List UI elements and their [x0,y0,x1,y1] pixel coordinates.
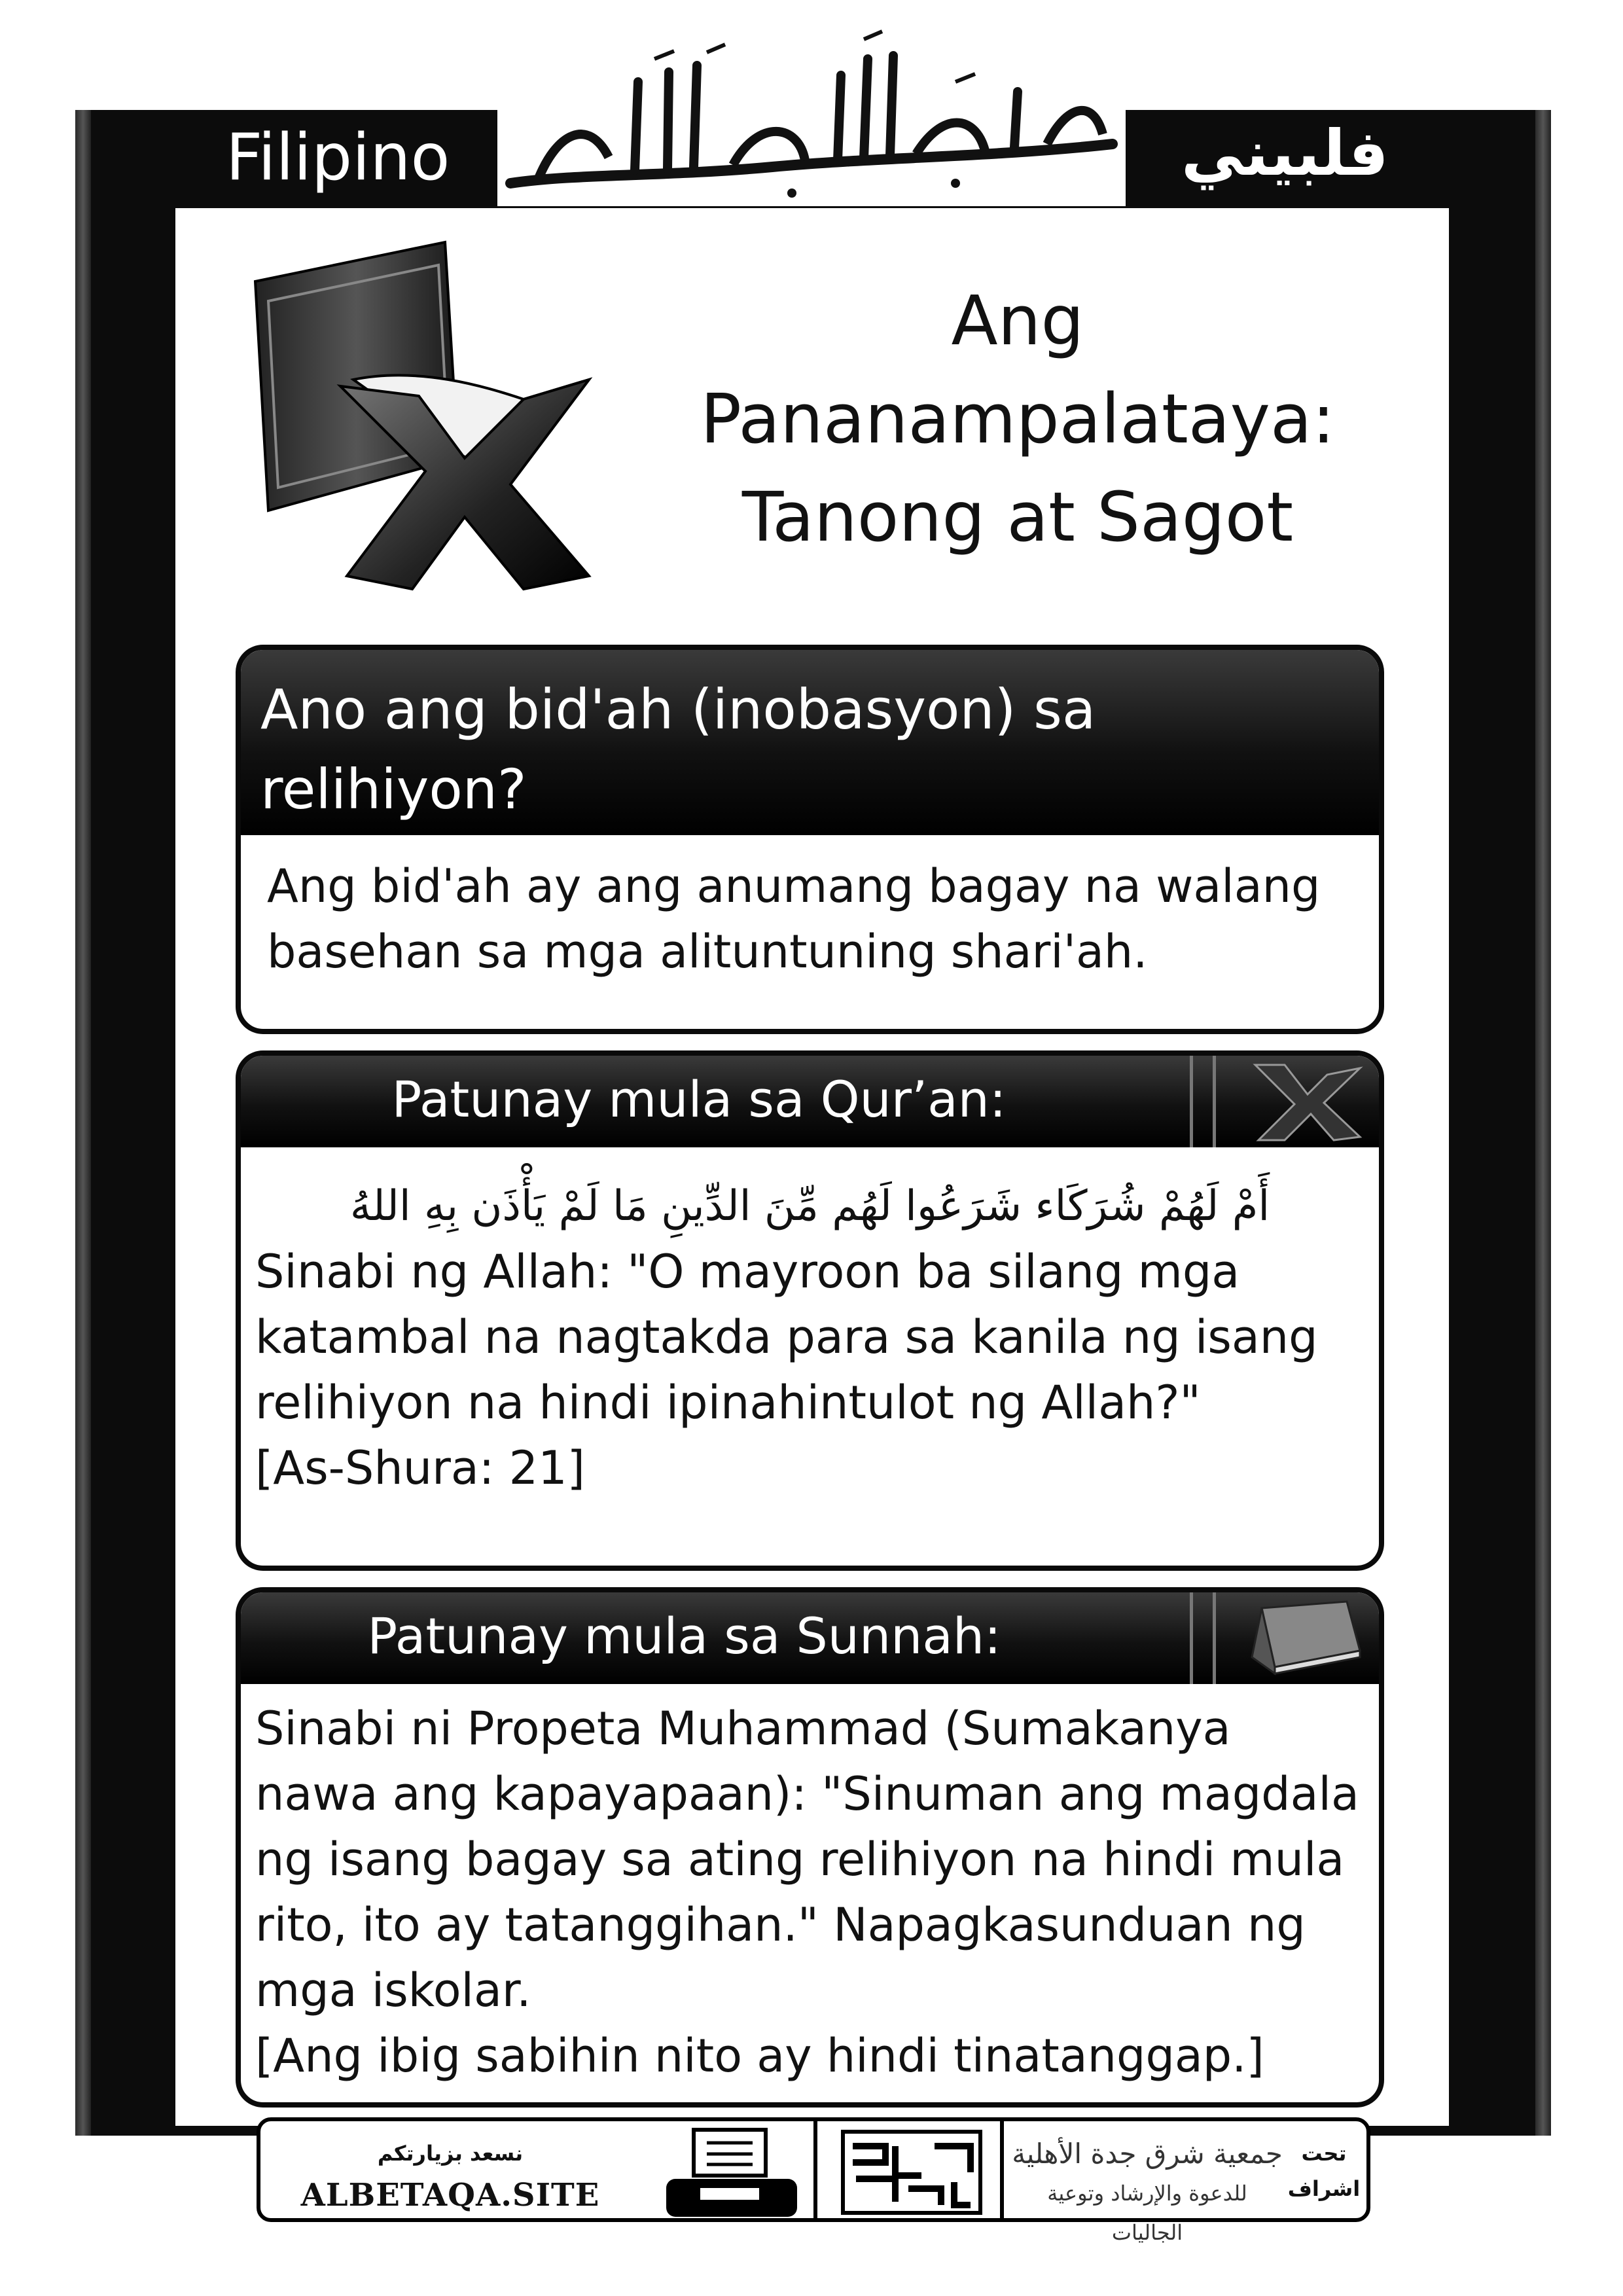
question-heading: Ano ang bid'ah (inobasyon) sa relihiyon? [241,650,1379,835]
language-label-filipino: Filipino [226,120,450,195]
quran-card-header [241,1056,1379,1147]
page-title [648,272,1387,566]
sunnah-evidence-card [236,1587,1384,2108]
header-divider [1190,1056,1216,1147]
header-divider [1190,1592,1216,1684]
dawa-logo [836,2126,987,2218]
supervision-line-2: اشراف [1287,2176,1361,2201]
hadith-text: Sinabi ni Propeta Muhammad (Sumakanya nawa ang kapayapaan): "Sinuman ang magdala ng isang bagay sa ating relihiyon na hindi mula rito, ito ay tatanggihan." Napagkasunduan ng mga iskolar. [255,1702,1359,2017]
organization-name [1010,2134,1285,2252]
sunnah-heading: Patunay mula sa Sunnah: [367,1607,1001,1665]
footer-divider [1000,2121,1004,2218]
title-line-3: Tanong at Sagot [741,477,1294,557]
organization-line-2: للدعوة والإرشاد وتوعية الجاليات [1047,2181,1247,2245]
supervision-line-1: تحت [1301,2141,1347,2166]
quran-heading: Patunay mula sa Qur’an: [391,1070,1007,1128]
quran-on-stand-image [249,236,602,592]
title-line-2: Pananampalataya: [700,379,1335,459]
footer-bar [257,2117,1370,2245]
quran-verse-arabic: أَمْ لَهُمْ شُرَكَاء شَرَعُوا لَهُم مِّنَ الدِّينِ مَا لَمْ يَأْذَن بِهِ اللهُ [349,1182,1270,1230]
question-card [236,645,1384,1034]
footer-thanks-text: نسعد بزيارتكم [377,2141,524,2166]
hadith-note: [Ang ibig sabihin nito ay hindi tinatanggap.] [255,2029,1264,2083]
supervision-label [1285,2136,1363,2206]
footer-website-link[interactable]: ALBETAQA.SITE [300,2177,600,2214]
language-label-arabic: فلبيني [1181,117,1389,190]
organization-line-1: جمعية شرق جدة الأهلية [1012,2138,1283,2170]
quran-stand-icon [1249,1058,1366,1143]
quran-translation: Sinabi ng Allah: "O mayroon ba silang mga katambal na nagtakda para sa kanila ng isang relihiyon na hindi ipinahintulot ng Allah?" [255,1245,1318,1429]
book-icon [1236,1595,1366,1680]
sunnah-card-header [241,1592,1379,1684]
footer-divider [813,2121,817,2218]
answer-text: Ang bid'ah ay ang anumang bagay na walang basehan sa mga alituntuning shari'ah. [267,859,1321,978]
title-line-1: Ang [951,281,1084,361]
quran-evidence-card [236,1050,1384,1571]
quran-reference: [As-Shura: 21] [255,1441,585,1495]
printer-icon [661,2126,805,2221]
basmala-calligraphy [497,20,1126,206]
